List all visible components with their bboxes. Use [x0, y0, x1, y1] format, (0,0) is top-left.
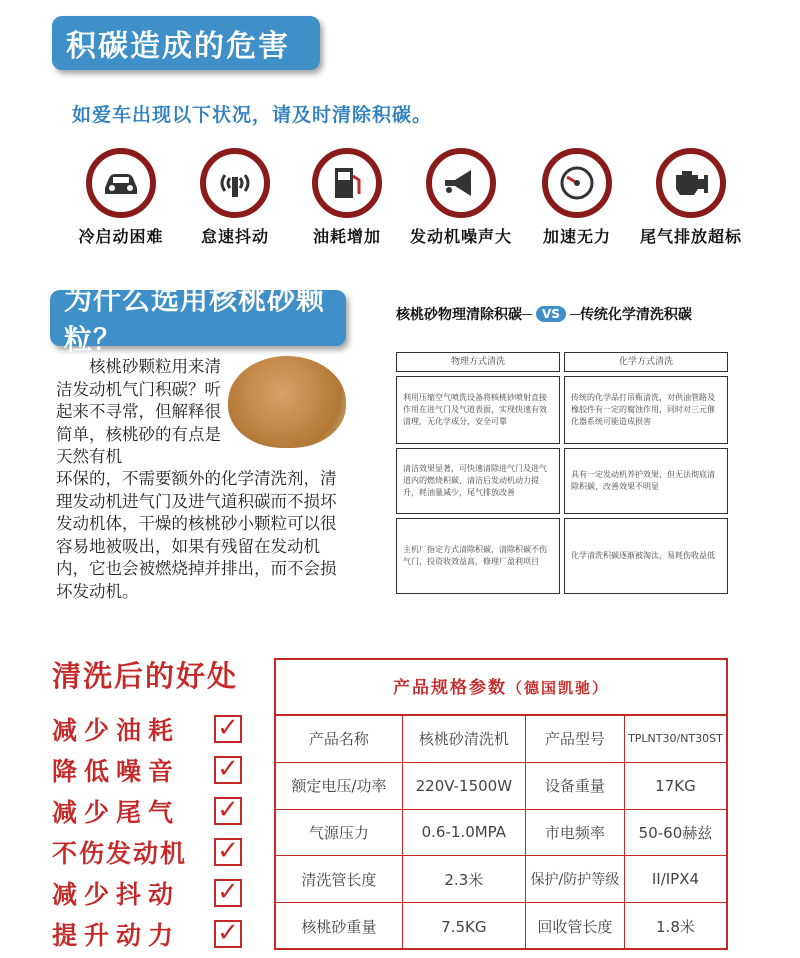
benefit-label: 减少油耗	[52, 716, 181, 745]
symptom-item	[636, 148, 746, 247]
spec-title	[276, 660, 726, 716]
spec-cell: 0.6-1.0MPA	[403, 810, 526, 856]
vibration-icon	[200, 148, 270, 218]
why-walnut-title: 为什么选用核桃砂颗粒？	[50, 290, 346, 346]
vs-divider	[522, 314, 532, 315]
benefit-label: 减少抖动	[52, 880, 181, 909]
spec-cell: 额定电压/功率	[276, 763, 403, 809]
benefit-item	[52, 876, 242, 910]
physical-column	[396, 352, 560, 598]
spec-cell: 设备重量	[526, 763, 625, 809]
chemical-column	[564, 352, 728, 598]
fuel-pump-icon	[312, 148, 382, 218]
spec-cell: 核桃砂重量	[276, 903, 403, 950]
spec-cell: TPLNT30/NT30ST	[628, 732, 723, 746]
symptom-label: 加速无力	[542, 227, 611, 246]
vs-heading	[396, 304, 736, 324]
spec-cell: II/IPX4	[651, 870, 700, 889]
spec-cell: 50-60赫兹	[638, 823, 713, 842]
vs-left-label: 核桃砂物理清除积碳	[396, 307, 522, 323]
benefit-item	[52, 753, 242, 787]
spec-cell: 7.5KG	[403, 903, 526, 950]
spec-cell: 220V-1500W	[403, 763, 526, 809]
chemical-cell: 化学清洗积碳逐渐被淘汰，易耗伤收益低	[564, 518, 728, 594]
benefit-item	[52, 712, 242, 746]
spec-cell: 保护/防护等级	[526, 856, 625, 902]
checkbox-checked-icon: ✓	[214, 756, 242, 784]
horn-icon	[426, 148, 496, 218]
symptom-item	[66, 148, 176, 247]
benefit-label: 减少尾气	[52, 798, 181, 827]
checkbox-checked-icon: ✓	[214, 879, 242, 907]
chemical-cell: 具有一定发动机养护效果，但无法彻底清除积碳，改善效果不明显	[564, 448, 728, 514]
spec-row	[276, 903, 726, 950]
spec-row	[276, 716, 726, 763]
spec-brand: （德国凯驰）	[506, 679, 609, 697]
walnut-sand-image	[228, 356, 346, 448]
benefit-label: 提升动力	[52, 921, 181, 950]
symptom-label: 冷启动困难	[78, 227, 164, 246]
spec-cell: 2.3米	[403, 856, 526, 902]
benefits-title: 清洗后的好处	[52, 659, 239, 693]
symptom-item	[292, 148, 402, 247]
vs-badge: VS	[536, 306, 566, 322]
spec-row	[276, 763, 726, 810]
why-paragraph-top: 核桃砂颗粒用来清洁发动机气门积碳？听起来不寻常，但解释很简单，核桃砂的有点是天然有机	[56, 357, 221, 466]
checkbox-checked-icon: ✓	[214, 715, 242, 743]
spec-cell: 1.8米	[656, 918, 695, 937]
symptom-item	[522, 148, 632, 247]
benefit-label: 不伤发动机	[52, 839, 188, 868]
hazard-section-title: 积碳造成的危害	[52, 16, 320, 70]
spec-row	[276, 810, 726, 857]
benefit-item	[52, 794, 242, 828]
checkbox-checked-icon: ✓	[214, 797, 242, 825]
why-paragraph-bottom: 环保的，不需要额外的化学清洗剂，清理发动机进气门及进气道积碳而不损坏发动机体，干燥的核桃砂小颗粒可以很容易地被吸出，如果有残留在发动机内，它也会被燃烧掉并排出，而不会损坏发动机。	[56, 469, 337, 601]
spec-cell: 回收管长度	[526, 903, 625, 950]
spec-cell: 产品名称	[276, 716, 403, 762]
spec-cell: 市电频率	[526, 810, 625, 856]
symptom-label: 油耗增加	[312, 227, 381, 246]
symptom-item	[180, 148, 290, 247]
chemical-cell: 传统的化学品打吊瓶清洗，对供油管路及橡胶件有一定的腐蚀作用，同时对三元催化器系统可能造成损害	[564, 376, 728, 444]
car-icon	[86, 148, 156, 218]
checkbox-checked-icon: ✓	[214, 838, 242, 866]
symptom-label: 尾气排放超标	[639, 227, 742, 246]
spec-row	[276, 856, 726, 903]
physical-cell: 清洁效果显著，可快速清除进气门及进气道内的燃烧积碳，清洁后发动机动力提升，耗油量减少，尾气排放改善	[396, 448, 560, 514]
comparison-table	[396, 352, 728, 598]
physical-cell: 利用压缩空气喷洗设备将核桃砂喷射直接作用在进气门及气道表面，实现快速有效清理，无化学成分，安全可靠	[396, 376, 560, 444]
spec-cell: 清洗管长度	[276, 856, 403, 902]
symptom-label: 怠速抖动	[200, 227, 269, 246]
chemical-header: 化学方式清洗	[564, 352, 728, 372]
symptom-label: 发动机噪声大	[409, 227, 512, 246]
checkbox-checked-icon: ✓	[214, 920, 242, 948]
benefit-item	[52, 917, 242, 951]
physical-header: 物理方式清洗	[396, 352, 560, 372]
symptom-item	[406, 148, 516, 247]
spec-cell: 产品型号	[526, 716, 625, 762]
engine-icon	[656, 148, 726, 218]
benefit-item	[52, 835, 242, 869]
speedometer-icon	[542, 148, 612, 218]
vs-divider	[570, 314, 580, 315]
symptom-list	[66, 148, 746, 248]
hazard-subtitle: 如爱车出现以下状况，请及时清除积碳。	[72, 104, 433, 126]
vs-right-label: 传统化学清洗积碳	[579, 307, 692, 323]
spec-table	[274, 658, 728, 950]
spec-cell: 气源压力	[276, 810, 403, 856]
physical-cell: 主机厂指定方式清除积碳，清除积碳不伤气门，投资收效益高，修理厂盈利项目	[396, 518, 560, 594]
spec-cell: 17KG	[655, 776, 696, 795]
spec-cell: 核桃砂清洗机	[403, 716, 526, 762]
benefit-label: 降低噪音	[52, 757, 181, 786]
spec-title-text: 产品规格参数	[392, 678, 507, 698]
